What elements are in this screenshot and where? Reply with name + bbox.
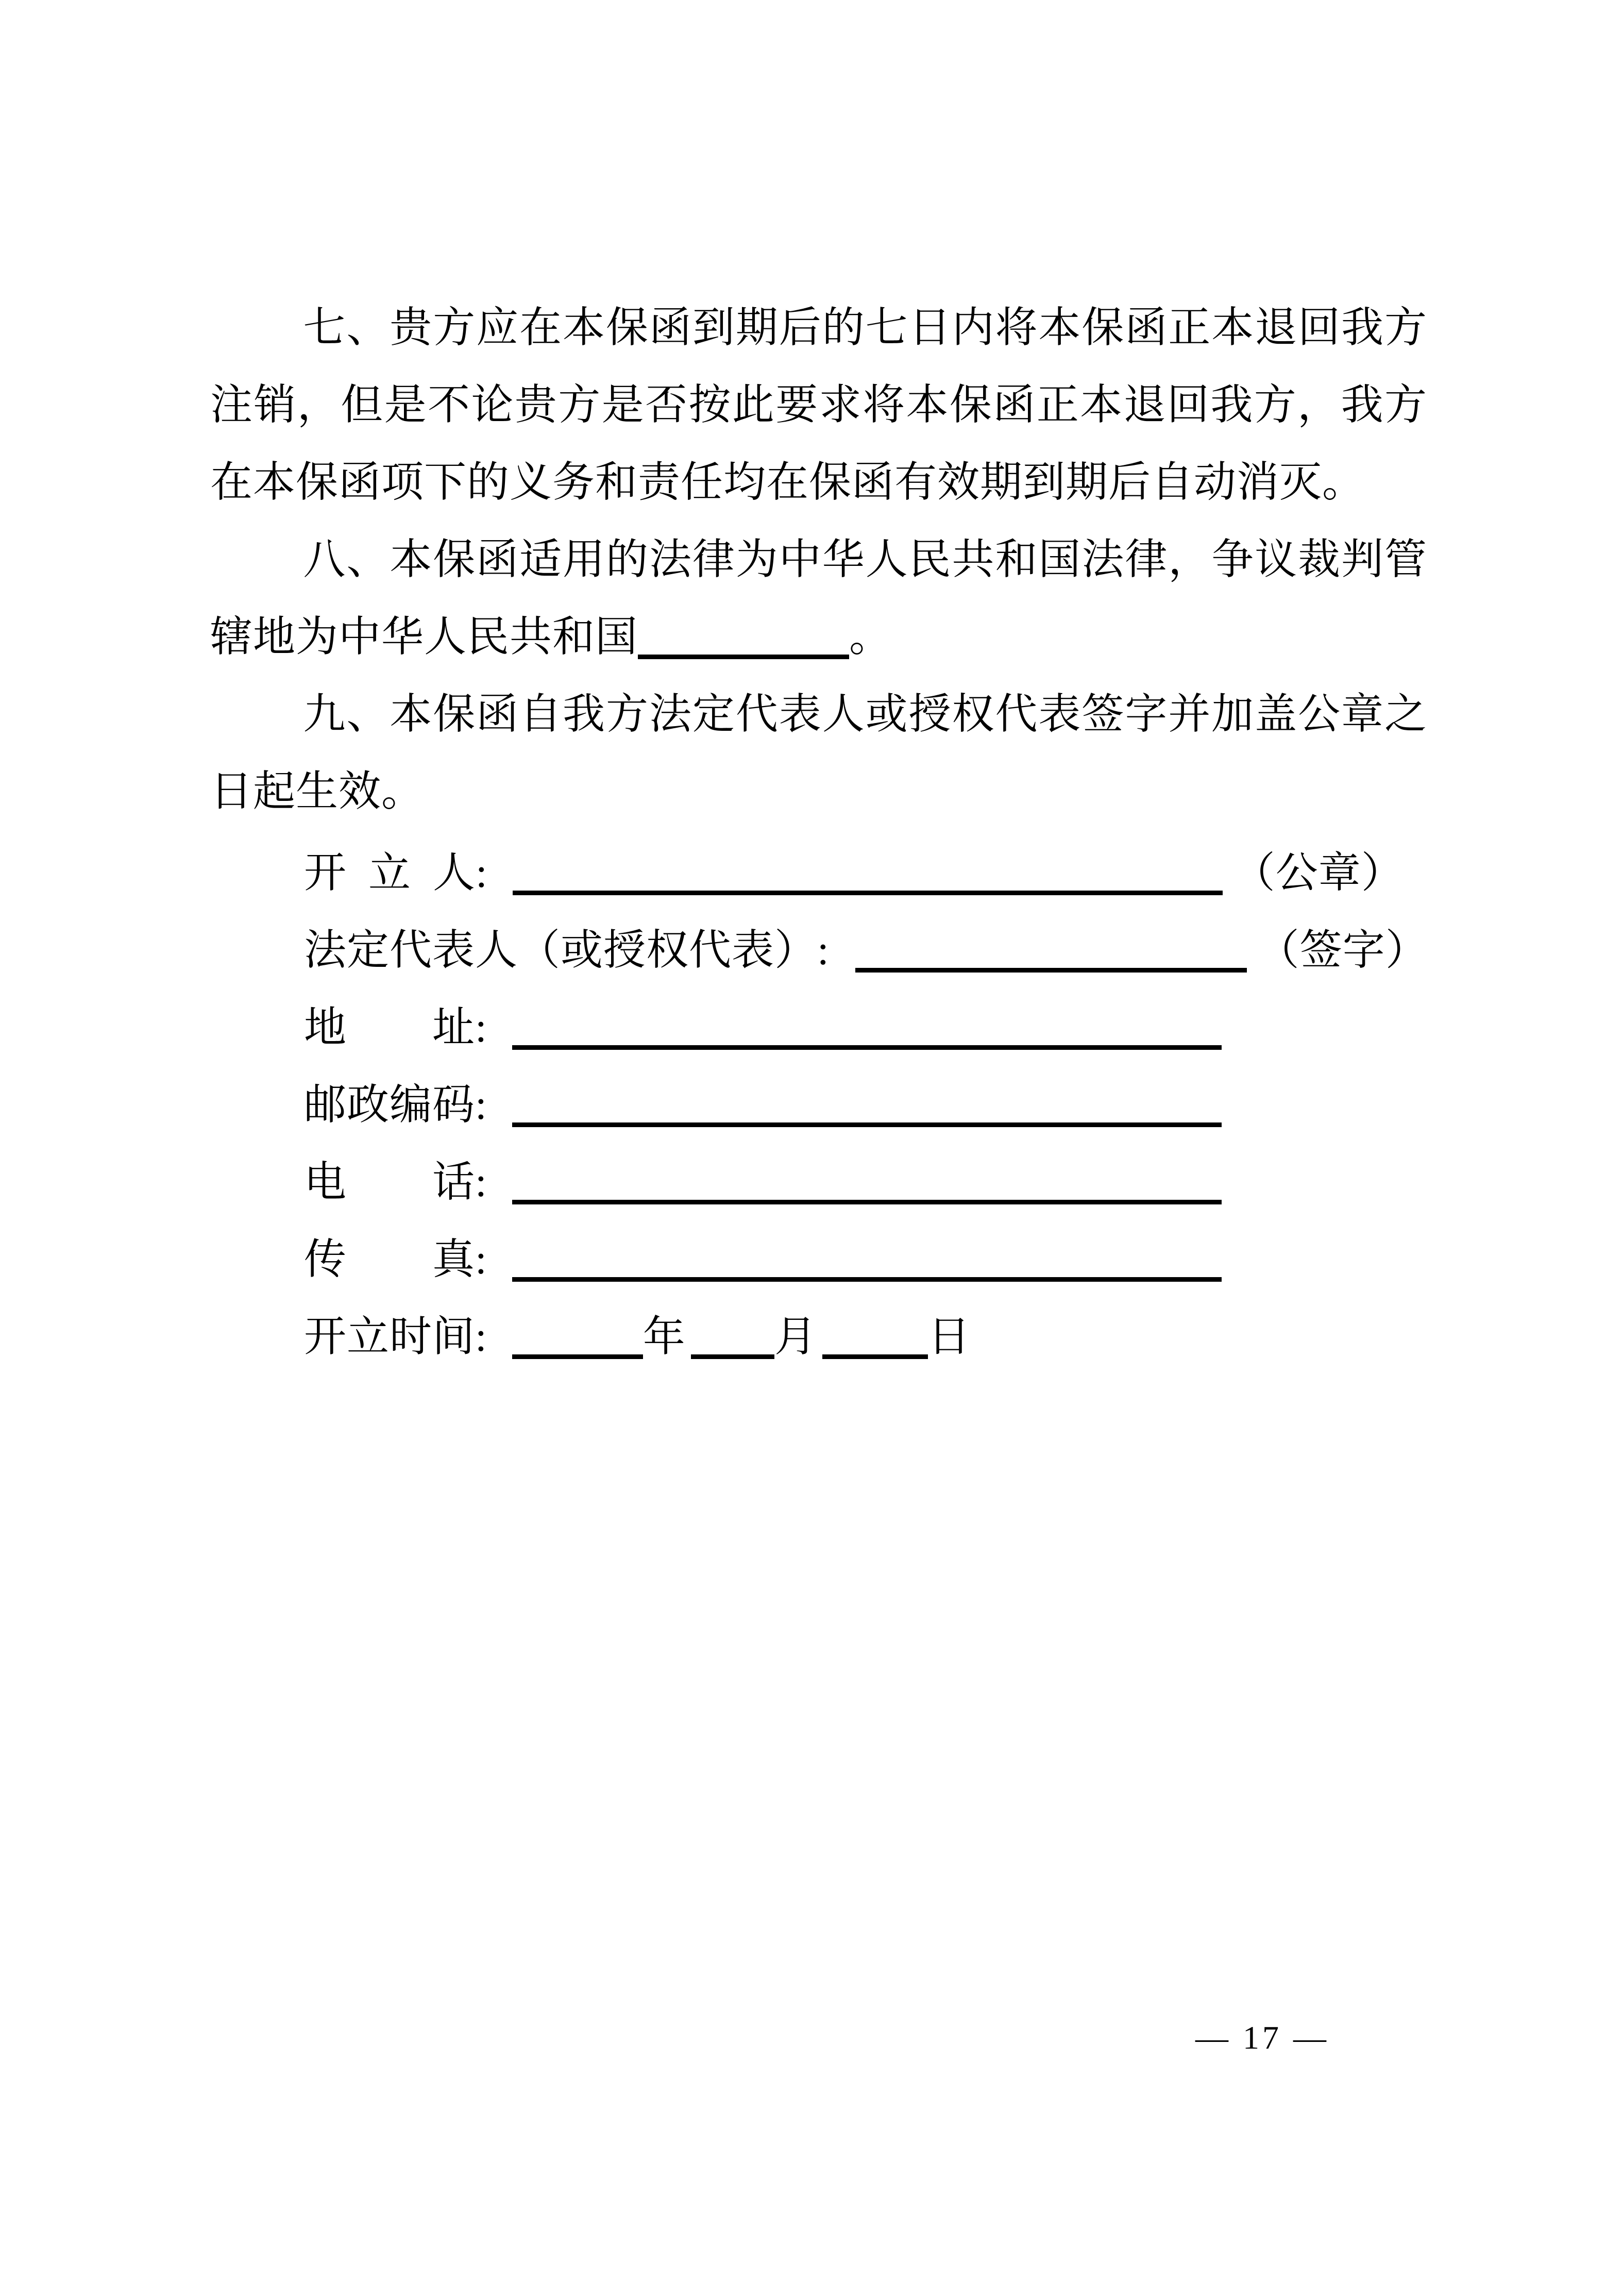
issue-date-year-unit: 年 xyxy=(643,1313,686,1360)
postal-code-row xyxy=(210,1066,1427,1144)
issuer-blank-line xyxy=(513,860,1223,895)
issue-date-day-blank-line xyxy=(822,1323,928,1359)
clause-8-text: 八、本保函适用的法律为中华人民共和国法律，争议裁判管辖地为中华人民共和国 xyxy=(210,536,1427,660)
address-blank-line xyxy=(512,1014,1222,1050)
clause-9-paragraph: 九、本保函自我方法定代表人或授权代表签字并加盖公章之日起生效。 xyxy=(210,691,1427,815)
fax-blank-line xyxy=(512,1246,1222,1282)
legal-representative-row xyxy=(210,912,1427,989)
jurisdiction-blank-line xyxy=(638,624,849,659)
legal-representative-sign-note: （签字） xyxy=(1257,927,1428,974)
fax-label: 传 真: xyxy=(304,1236,487,1283)
phone-row xyxy=(210,1144,1427,1221)
issue-date-month-unit: 月 xyxy=(774,1313,817,1360)
issue-date-year-blank-line xyxy=(512,1323,643,1359)
issue-date-month-blank-line xyxy=(691,1323,774,1359)
fax-row xyxy=(210,1221,1427,1298)
address-row xyxy=(210,989,1427,1066)
postal-code-label: 邮政编码: xyxy=(304,1081,487,1128)
legal-representative-blank-line xyxy=(855,937,1247,973)
issue-date-day-unit: 日 xyxy=(927,1313,971,1360)
postal-code-blank-line xyxy=(512,1092,1222,1127)
legal-representative-label: 法定代表人（或授权代表）: xyxy=(304,927,830,974)
clause-8-paragraph xyxy=(210,521,1427,676)
clause-8-period: 。 xyxy=(849,613,892,660)
issuer-row xyxy=(210,834,1427,912)
document-body xyxy=(210,289,1427,1376)
signature-block xyxy=(210,834,1427,1376)
issuer-label: 开 立 人: xyxy=(304,849,488,896)
phone-label: 电 话: xyxy=(304,1159,487,1205)
issue-date-row xyxy=(210,1298,1427,1376)
issue-date-label: 开立时间: xyxy=(304,1313,487,1360)
issuer-seal-note: （公章） xyxy=(1232,849,1404,896)
clause-7-paragraph: 七、贵方应在本保函到期后的七日内将本保函正本退回我方注销，但是不论贵方是否按此要求将本保函正本退回我方，我方在本保函项下的义务和责任均在保函有效期到期后自动消灭。 xyxy=(210,304,1427,506)
page-number: — 17 — xyxy=(1195,2019,1329,2056)
phone-blank-line xyxy=(512,1169,1222,1204)
address-label: 地 址: xyxy=(304,1004,487,1051)
